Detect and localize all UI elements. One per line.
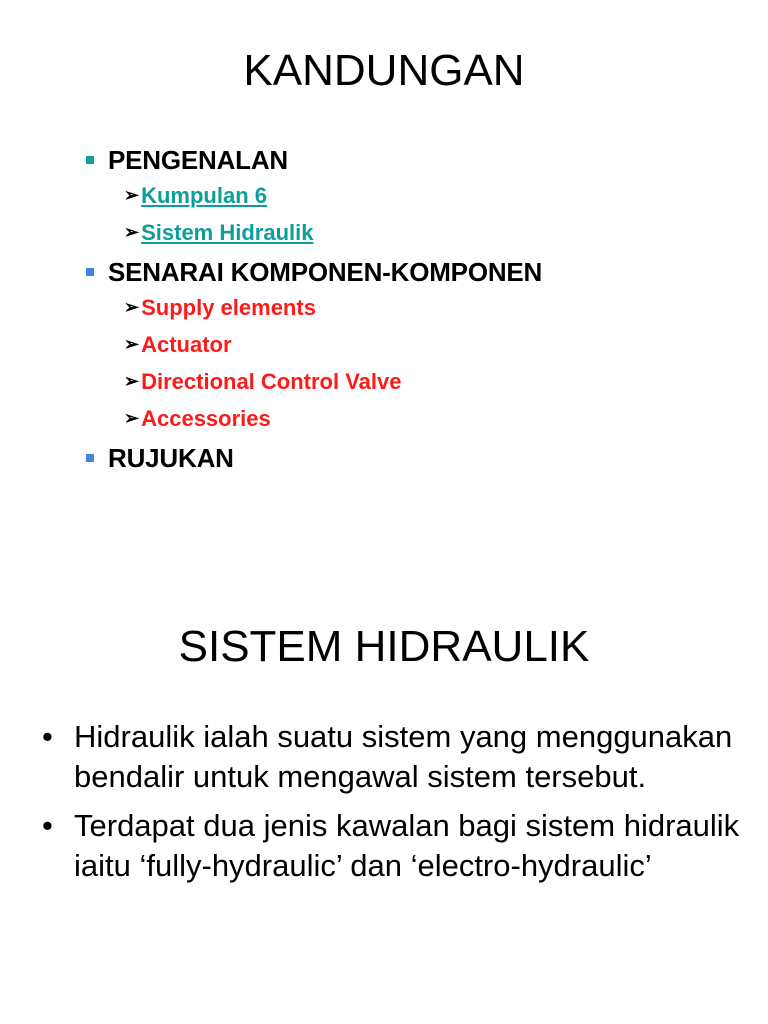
arrow-bullet-icon: ➢: [124, 408, 140, 428]
section-rujukan: [86, 441, 746, 475]
contents-list: [86, 143, 746, 475]
arrow-bullet-icon: ➢: [124, 371, 140, 391]
arrow-bullet-icon: ➢: [124, 334, 140, 354]
link-sistem-hidraulik[interactable]: Sistem Hidraulik: [141, 219, 314, 245]
item-supply-elements: Supply elements: [141, 294, 316, 320]
slide-title: KANDUNGAN: [243, 46, 525, 95]
bullet-text: Hidraulik ialah suatu sistem yang menggunakan bendalir untuk mengawal sistem tersebut.: [74, 719, 733, 794]
arrow-bullet-icon: ➢: [124, 185, 140, 205]
link-kumpulan-6[interactable]: Kumpulan 6: [141, 182, 267, 208]
bullet-text: Terdapat dua jenis kawalan bagi sistem hidraulik iaitu ‘fully-hydraulic’ dan ‘electro-hydraulic’: [74, 808, 740, 883]
bullet-list: [42, 717, 742, 895]
list-item: [124, 326, 746, 363]
list-item: [124, 289, 746, 326]
section-label: RUJUKAN: [108, 442, 234, 473]
arrow-bullet-icon: ➢: [124, 222, 140, 242]
list-item: [124, 363, 746, 400]
list-item: [42, 806, 742, 886]
square-bullet-icon: [86, 268, 94, 276]
list-item[interactable]: [124, 214, 746, 251]
bullet-dot-icon: •: [42, 719, 53, 754]
list-item[interactable]: [124, 177, 746, 214]
square-bullet-icon: [86, 454, 94, 462]
slide-sistem-hidraulik: [0, 512, 768, 1024]
item-actuator: Actuator: [141, 331, 232, 357]
bullet-dot-icon: •: [42, 808, 53, 843]
item-accessories: Accessories: [141, 405, 271, 431]
section-label: PENGENALAN: [108, 144, 289, 175]
section-senarai-komponen: [86, 255, 746, 437]
item-directional-control-valve: Directional Control Valve: [141, 368, 402, 394]
section-label: SENARAI KOMPONEN-KOMPONEN: [108, 256, 543, 287]
arrow-bullet-icon: ➢: [124, 297, 140, 317]
square-bullet-icon: [86, 156, 94, 164]
list-item: [42, 717, 742, 797]
slide-title: SISTEM HIDRAULIK: [178, 622, 590, 671]
list-item: [124, 400, 746, 437]
section-pengenalan: [86, 143, 746, 251]
